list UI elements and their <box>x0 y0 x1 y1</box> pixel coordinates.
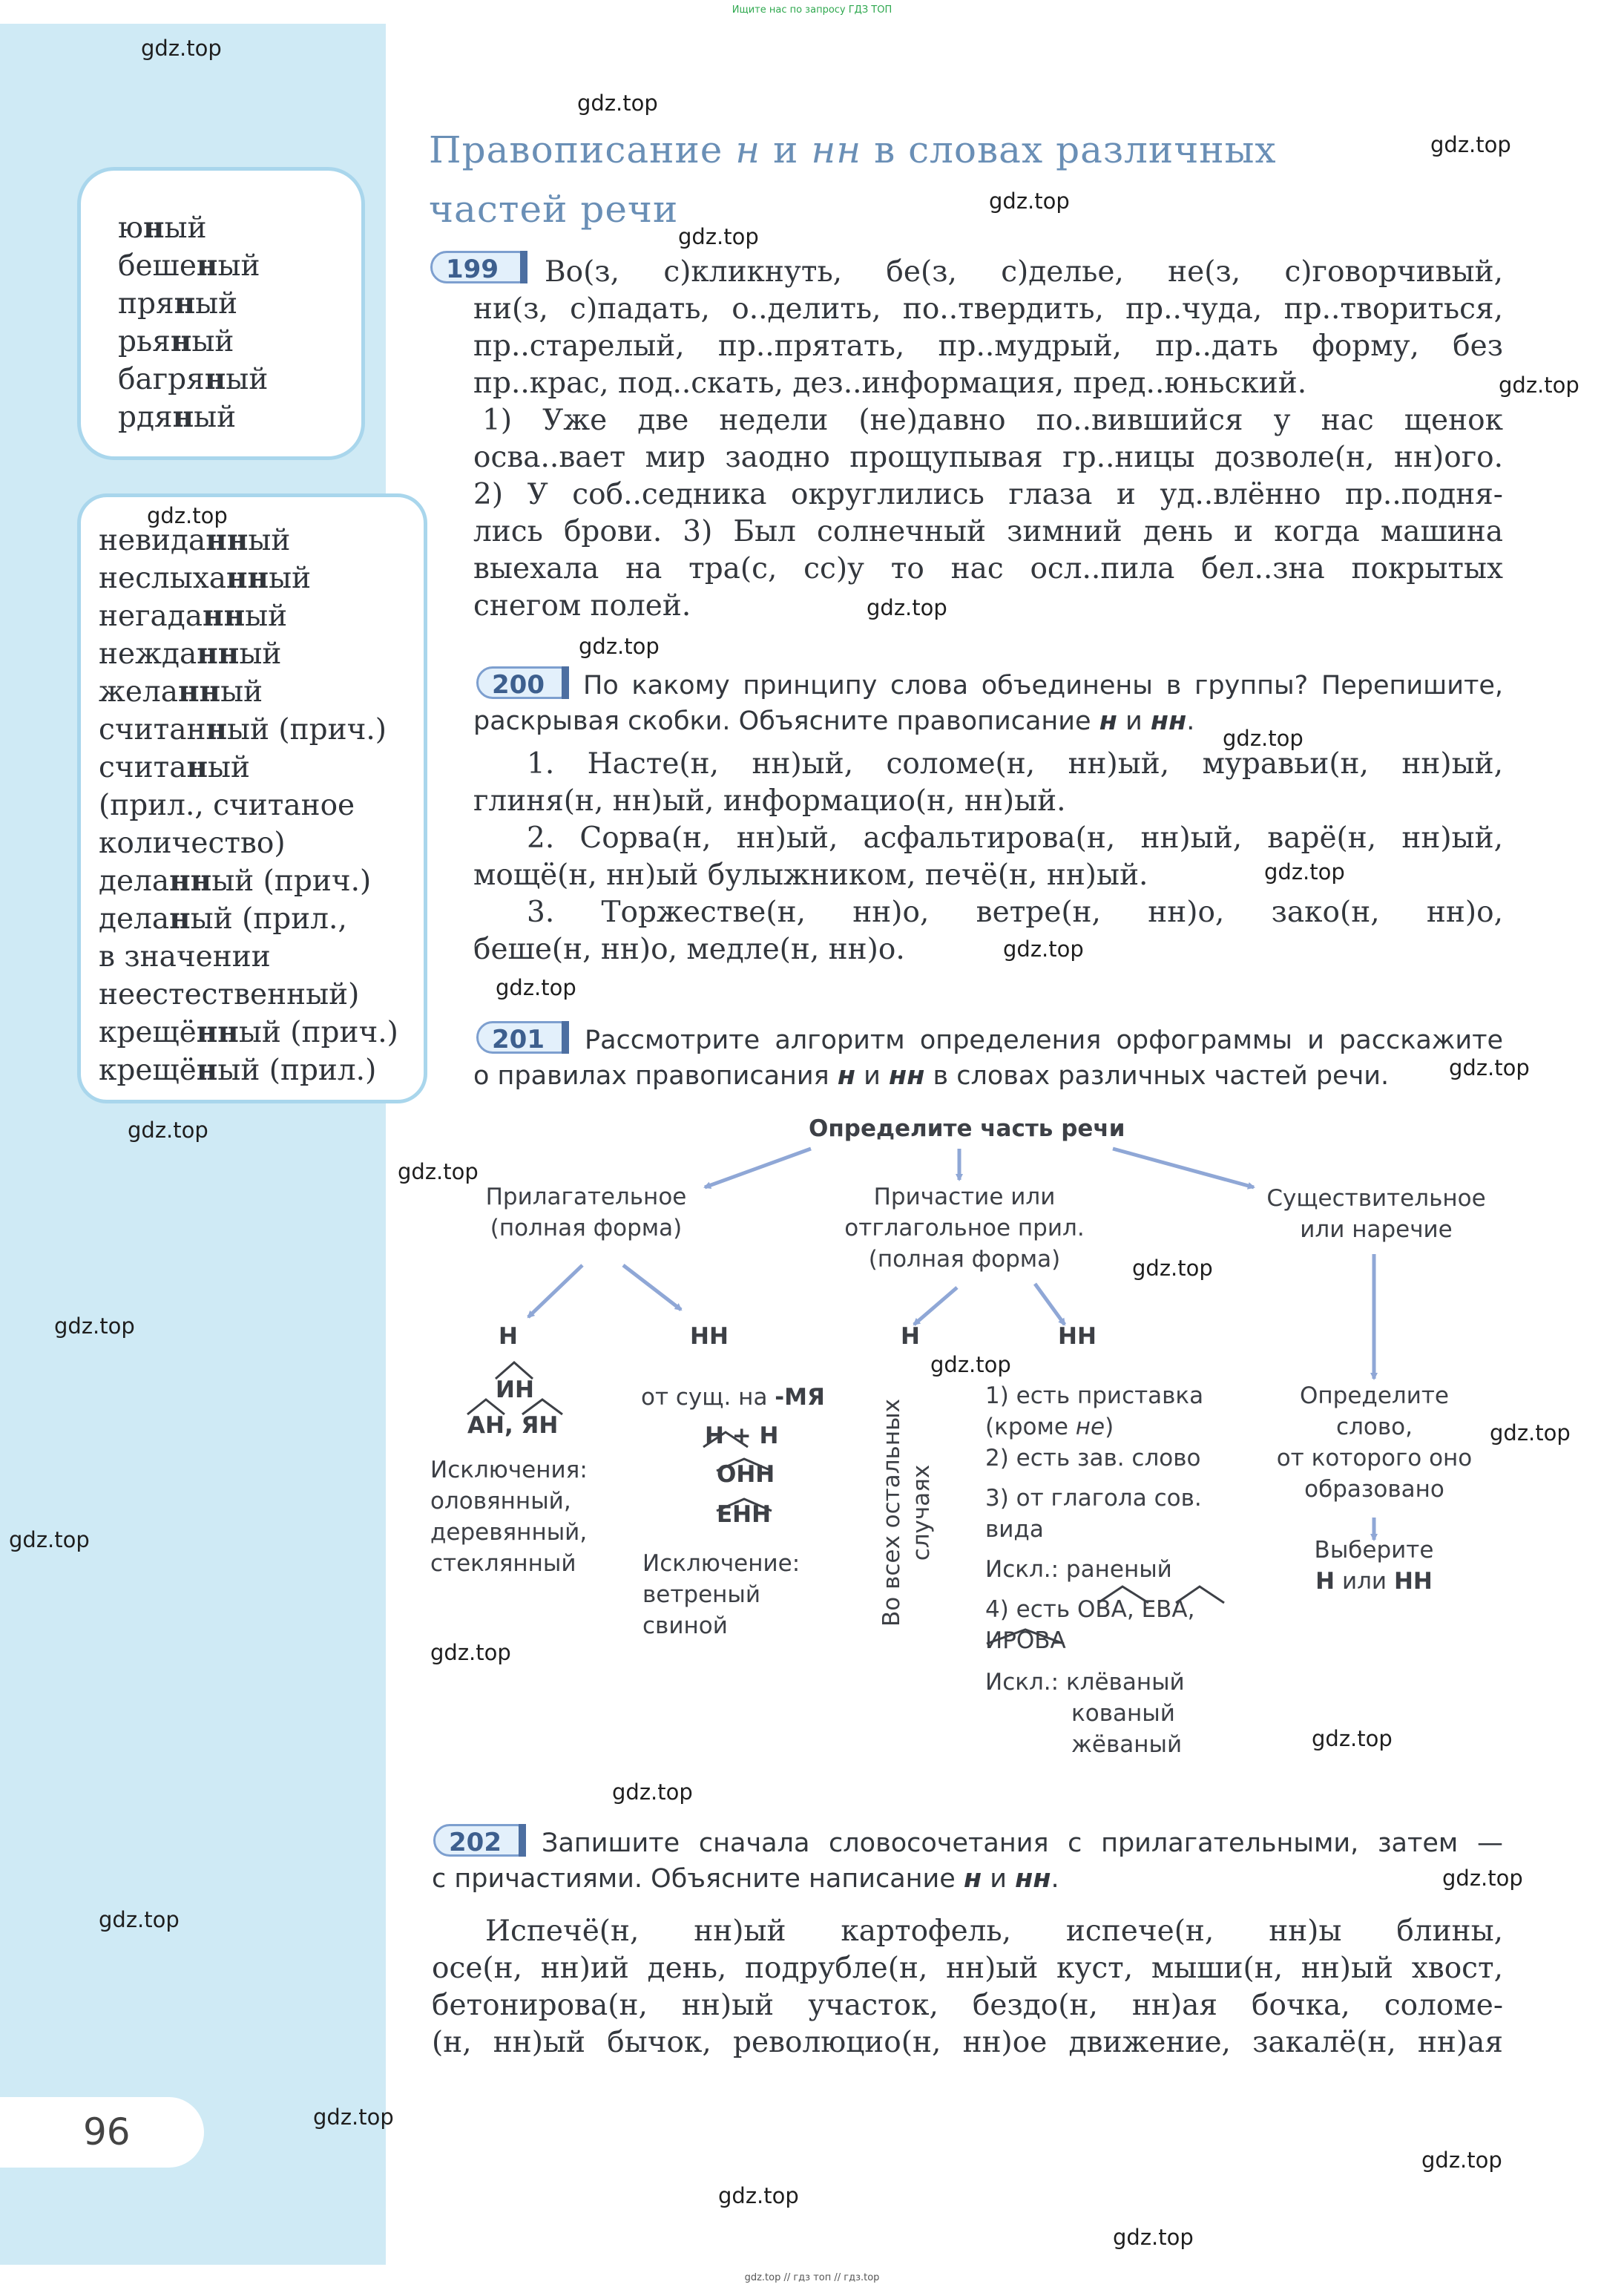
word-list-item: рьяный <box>118 324 234 358</box>
word-list-item: невиданный <box>99 523 291 557</box>
watermark: gdz.top <box>718 2183 799 2208</box>
exercise-201-task: Рассмотрите алгоритм определения орфограммы и расскажите о правилах правописания н и нн в словах различных частей речи. <box>473 1026 1503 1091</box>
watermark: gdz.top <box>1264 859 1345 885</box>
word-list-item: крещённый (прич.) <box>99 1015 398 1049</box>
word-list-item: негаданный <box>99 599 288 633</box>
word-list-item: деланый (прил., <box>99 902 347 936</box>
define-source-word: Определите слово, от которого оно образовано <box>1276 1382 1473 1503</box>
footer-links: gdz.top // гдз топ // гдз.top <box>744 2272 880 2283</box>
diagram-root: Определите часть речи <box>809 1115 1125 1142</box>
exercise-202-task: Запишите сначала словосочетания с прилагательными, затем — с причастиями. Объясните написание н и нн. <box>432 1828 1503 1894</box>
word-list-item: (прил., считаное <box>99 789 355 822</box>
watermark: gdz.top <box>1312 1726 1393 1751</box>
participle-rules: 1) есть приставка (кроме не) 2) есть зав. слово 3) от глагола сов. вида Искл.: раненый 4) есть ОВА, ЕВА, ИРОВА Искл.: клёваный кованый жёваный <box>985 1382 1204 1758</box>
from-noun-mya: от сущ. на -МЯ <box>641 1384 825 1411</box>
exercise-200-text: 1. Насте(н, нн)ый, соломе(н, нн)ый, муравьи(н, нн)ый, глиня(н, нн)ый, информацио(н, нн)ый. 2. Сорва(н, нн)ый, асфальтирова(н, нн)ый, варё(н, нн)ый, мощё(н, нн)ый булыжником, печё(н, нн)ый. 3. Торжестве(н, нн)о, ветре(н, нн)о, зако(н, нн)о, беше(н, нн)о, медле(н, нн)о. <box>473 747 1503 966</box>
word-list-item: багряный <box>118 362 269 396</box>
part-nn-label: НН <box>1058 1323 1097 1350</box>
watermark: gdz.top <box>1499 373 1579 398</box>
word-list-item: желанный <box>99 675 263 709</box>
diagram-participle: Причастие или отглагольное прил. (полная форма) <box>844 1184 1085 1273</box>
watermark: gdz.top <box>313 2104 394 2130</box>
adj-n-label: Н <box>499 1323 518 1350</box>
watermark: gdz.top <box>867 595 947 620</box>
exceptions-nn: Исключение: ветреный свиной <box>642 1550 801 1639</box>
watermark: gdz.top <box>930 1352 1011 1377</box>
watermark: gdz.top <box>1421 2148 1502 2173</box>
watermark: gdz.top <box>54 1313 135 1339</box>
suffix-in: ИН <box>496 1377 534 1403</box>
watermark: gdz.top <box>1430 132 1511 157</box>
word-list-item: в значении <box>99 940 271 974</box>
watermark: gdz.top <box>9 1527 90 1552</box>
exercise-number-199: 199 <box>430 251 522 283</box>
word-list-item: неестественный) <box>99 978 360 1011</box>
watermark: gdz.top <box>128 1118 208 1143</box>
word-list-item: юный <box>118 211 207 245</box>
watermark: gdz.top <box>1132 1256 1213 1281</box>
word-list-item: бешеный <box>118 249 260 283</box>
exercise-199-text: Во(з, с)кликнуть, бе(з, с)делье, не(з, с)говорчивый, ни(з, с)падать, о..делить, по..твердить, пр..чуда, пр..твориться, пр..старелый, пр..прятать, пр..мудрый, пр..дать форму, без пр..крас, под..скать, дез..информация, пред..юньский. 1) Уже две недели (не)давно по..вившийся у нас щенок осва..вает мир заодно прощупывая гр..ницы дозволе(н, нн)ого. 2) У соб..седника округлились глаза и уд..влённо пр..подня- лись брови. 3) Был солнечный зимний день и когда машина выехала на тра(с, сс)у то нас осл..пила бел..зна покрытых снегом полей. <box>473 255 1503 623</box>
diagram-adjective: Прилагательное (полная форма) <box>485 1184 687 1241</box>
watermark: gdz.top <box>1442 1866 1523 1891</box>
watermark: gdz.top <box>1490 1420 1571 1446</box>
watermark: gdz.top <box>398 1159 479 1184</box>
watermark: gdz.top <box>99 1907 180 1932</box>
word-list-item: деланный (прич.) <box>99 864 372 898</box>
watermark: gdz.top <box>1449 1055 1530 1080</box>
word-list-item: считанный (прич.) <box>99 712 387 747</box>
search-hint: Ищите нас по запросу ГДЗ ТОП <box>732 4 892 16</box>
exceptions-adj: Исключения: оловянный, деревянный, стеклянный <box>430 1457 588 1577</box>
suffix-an-yan: АН, ЯН <box>467 1412 559 1439</box>
word-list-item: количество) <box>99 827 286 860</box>
watermark: gdz.top <box>678 224 759 249</box>
choose-n-nn: Выберите Н или НН <box>1314 1537 1434 1595</box>
adj-nn-label: НН <box>690 1323 729 1350</box>
exercise-number-200: 200 <box>476 666 564 699</box>
suffix-onn: ОНН <box>717 1461 775 1488</box>
watermark: gdz.top <box>989 188 1070 214</box>
watermark: gdz.top <box>1113 2225 1194 2250</box>
watermark: gdz.top <box>141 36 222 61</box>
suffix-enn: ЕНН <box>717 1501 772 1528</box>
word-list-item: считаный <box>99 750 251 784</box>
word-list-item: рдяный <box>118 400 237 434</box>
watermark: gdz.top <box>612 1779 693 1805</box>
n-plus-n: Н + Н <box>705 1423 779 1449</box>
part-n-label: Н <box>901 1323 920 1350</box>
word-list-item: крещёный (прил.) <box>99 1053 377 1087</box>
watermark: gdz.top <box>1003 936 1084 962</box>
watermark: gdz.top <box>496 975 576 1000</box>
page-title: Правописание н и нн в словах различных частей речи <box>429 128 1277 231</box>
exercise-200-task: По какому принципу слова объединены в группы? Перепишите, раскрывая скобки. Объясните правописание н и нн. <box>473 671 1503 736</box>
page-number: 96 <box>0 2097 204 2168</box>
watermark: gdz.top <box>147 503 228 528</box>
watermark: gdz.top <box>430 1640 511 1665</box>
watermark: gdz.top <box>1223 726 1304 751</box>
watermark: gdz.top <box>577 91 658 116</box>
word-list-item: нежданный <box>99 637 282 671</box>
diagram-noun-adverb: Существительное или наречие <box>1266 1185 1486 1243</box>
other-cases-vertical: Во всех остальных случаях <box>878 1399 935 1627</box>
word-list-item: пряный <box>118 286 238 321</box>
exercise-number-202: 202 <box>433 1824 521 1857</box>
watermark: gdz.top <box>579 634 660 659</box>
exercise-202-text: Испечё(н, нн)ый картофель, испече(н, нн)ы блины, осе(н, нн)ий день, подрубле(н, нн)ый куст, мыши(н, нн)ый хвост, бетонирова(н, нн)ый участок, бездо(н, нн)ая бочка, соломе- (н, нн)ый бычок, революцио(н, нн)ое движение, закалё(н, нн)ая <box>432 1915 1503 2059</box>
word-list-item: неслыханный <box>99 561 312 595</box>
exercise-number-201: 201 <box>476 1021 564 1054</box>
